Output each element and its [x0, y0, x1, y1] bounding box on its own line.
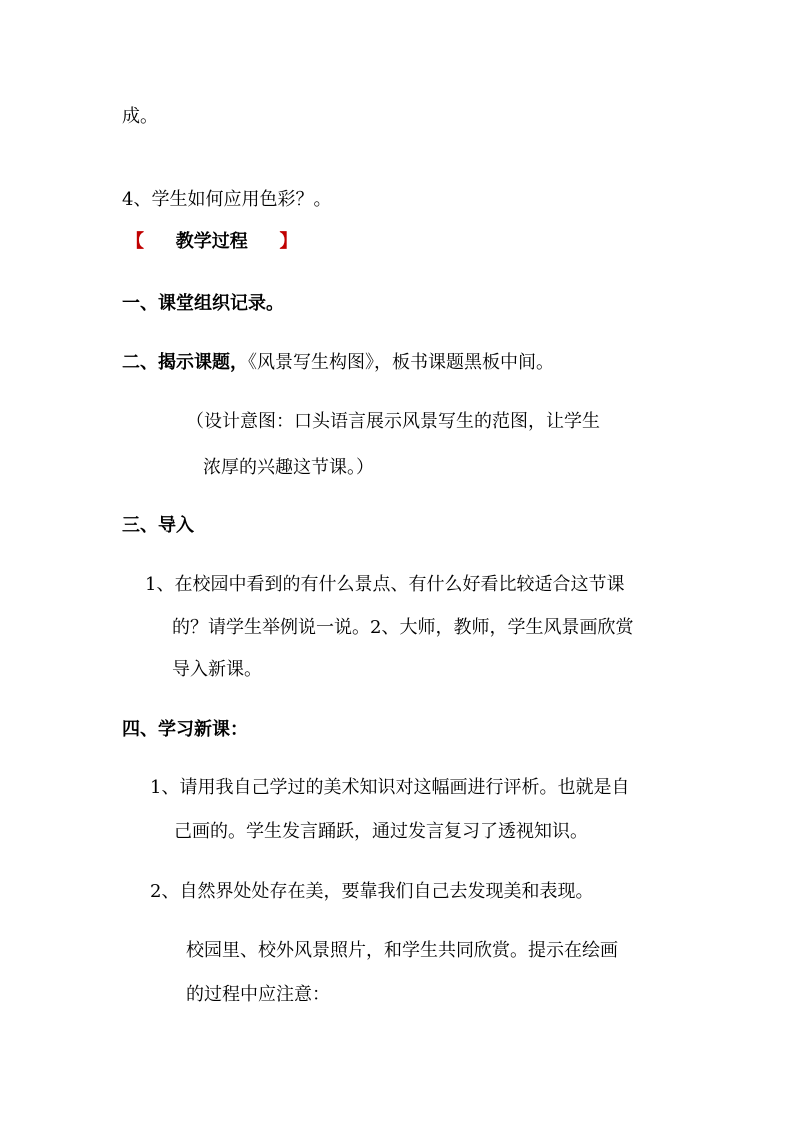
- heading-3: 三、导入: [122, 515, 194, 536]
- learn-1-line-2: 己画的。学生发言踊跃，通过发言复习了透视知识。: [174, 821, 588, 842]
- design-note-line-1: （设计意图：口头语言展示风景写生的范图，让学生: [186, 411, 600, 432]
- open-bracket: 【: [126, 231, 144, 252]
- heading-2: [122, 351, 554, 375]
- learn-3-line-1: 校园里、校外风景照片，和学生共同欣赏。提示在绘画: [186, 940, 618, 961]
- learn-3-line-2: 的过程中应注意：: [186, 984, 330, 1005]
- intro-line-1: 1、在校园中看到的有什么景点、有什么好看比较适合这节课: [145, 574, 625, 595]
- design-note-line-2: 浓厚的兴趣这节课。）: [203, 457, 374, 478]
- question-4: 4、学生如何应用色彩？。: [122, 189, 332, 210]
- close-bracket: 】: [279, 231, 298, 252]
- intro-line-3: 导入新课。: [172, 659, 262, 680]
- heading-1: 一、课堂组织记录。: [122, 293, 284, 314]
- continuation-text: 成。: [122, 106, 158, 127]
- learn-2: 2、自然界处处存在美，要靠我们自己去发现美和表现。: [150, 881, 594, 902]
- section-title: 教学过程: [175, 231, 248, 252]
- heading-4: 四、学习新课：: [122, 719, 248, 740]
- heading-2-rest: 《风景写生构图》，板书课题黑板中间。: [248, 352, 554, 373]
- intro-line-2: 的？请学生举例说一说。2、大师，教师，学生风景画欣赏: [172, 617, 634, 638]
- heading-2-label: 二、揭示课题，: [122, 352, 248, 373]
- section-heading: [126, 230, 297, 254]
- learn-1-line-1: 1、请用我自己学过的美术知识对这幅画进行评析。也就是自: [150, 777, 630, 798]
